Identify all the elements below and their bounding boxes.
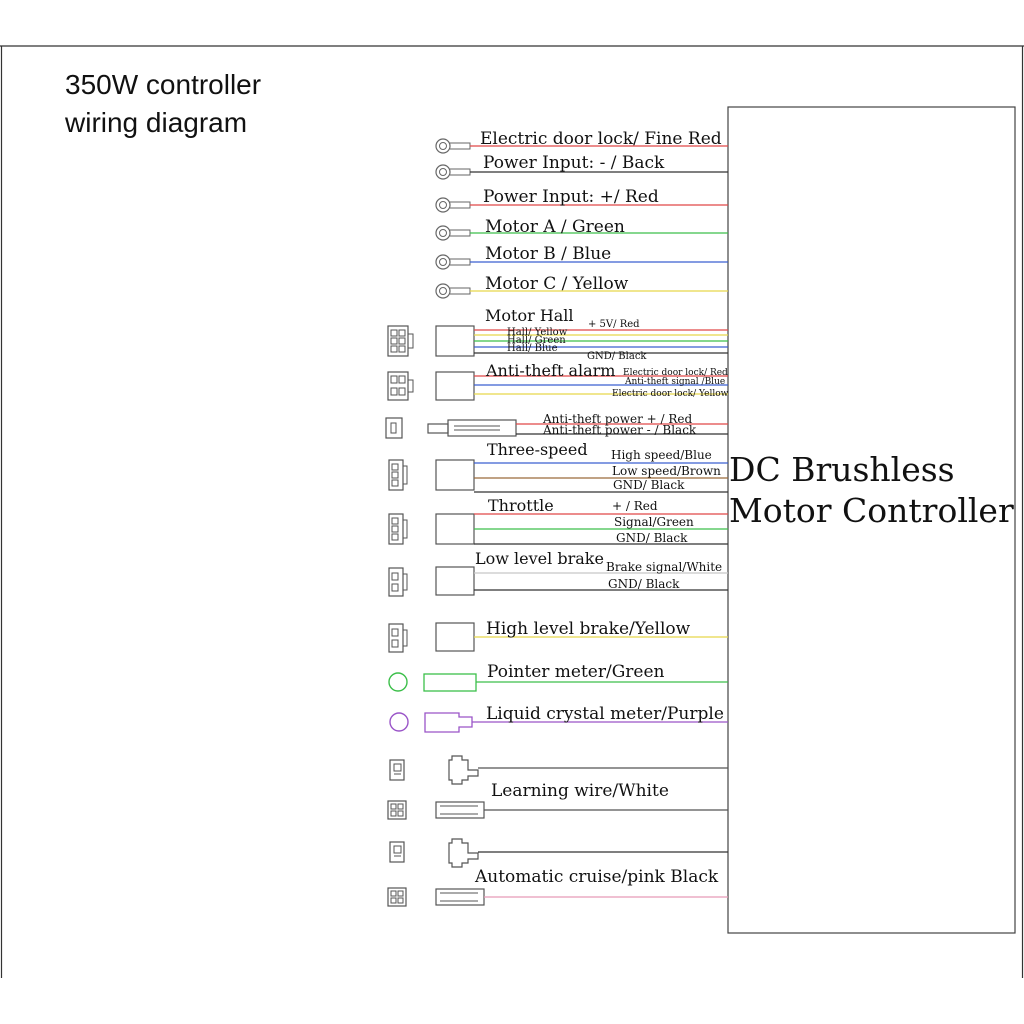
cruise-female-connector-icon xyxy=(388,888,406,906)
high-brake-label: High level brake/Yellow xyxy=(486,619,691,639)
motor-hall-connector-icon xyxy=(388,326,413,356)
three-speed-connector-icon xyxy=(389,460,407,490)
auto-cruise-label: Automatic cruise/pink Black xyxy=(475,867,719,887)
motor-hall-wire-gnd: GND/ Black xyxy=(587,351,647,362)
power-positive-wire xyxy=(436,187,728,212)
high-brake-connector-icon xyxy=(389,624,407,652)
lcd-meter-label: Liquid crystal meter/Purple xyxy=(486,704,724,724)
cruise-male-connector-icon xyxy=(390,842,404,862)
anti-theft-power-group xyxy=(386,412,728,438)
throttle-wire-pos: + / Red xyxy=(612,499,658,513)
high-brake-group xyxy=(389,619,728,652)
auto-cruise-group xyxy=(388,839,728,906)
anti-theft-power-connector-icon xyxy=(386,418,402,438)
motor-hall-wire-5v: + 5V/ Red xyxy=(588,319,640,330)
power-negative-label: Power Input: - / Back xyxy=(483,153,665,173)
three-speed-wire-high: High speed/Blue xyxy=(611,448,712,462)
motor-hall-wire-blue: Hall/ Blue xyxy=(507,343,558,354)
cruise-plug-icon xyxy=(449,839,478,867)
pointer-meter-icon xyxy=(389,673,407,691)
low-brake-wire-gnd: GND/ Black xyxy=(608,577,680,591)
motor-c-label: Motor C / Yellow xyxy=(485,274,629,294)
learning-female-connector-icon xyxy=(388,801,406,819)
anti-theft-power-neg-label: Anti-theft power - / Black xyxy=(543,423,697,437)
three-speed-wire-gnd: GND/ Black xyxy=(613,478,685,492)
title-line-2: wiring diagram xyxy=(65,107,248,138)
door-lock-label: Electric door lock/ Fine Red xyxy=(480,129,722,149)
three-speed-label: Three-speed xyxy=(487,440,588,459)
pointer-meter-group xyxy=(389,662,728,691)
title-line-1: 350W controller xyxy=(65,69,262,100)
motor-a-label: Motor A / Green xyxy=(485,217,625,237)
motor-b-wire xyxy=(436,244,728,269)
motor-hall-group xyxy=(388,306,728,362)
controller-title-line-2: Motor Controller xyxy=(729,491,1014,530)
lcd-meter-group xyxy=(390,704,728,732)
low-brake-group xyxy=(389,549,728,596)
three-speed-wire-low: Low speed/Brown xyxy=(612,464,721,478)
throttle-connector-icon xyxy=(389,514,407,544)
anti-theft-connector-icon xyxy=(388,372,413,400)
lcd-meter-icon xyxy=(390,713,408,731)
motor-b-label: Motor B / Blue xyxy=(485,244,612,264)
motor-hall-wire-green: Hall/ Green xyxy=(507,335,566,346)
learning-wire-group xyxy=(388,756,728,819)
motor-a-wire xyxy=(436,217,728,240)
low-brake-wire-signal: Brake signal/White xyxy=(606,560,723,574)
motor-c-wire xyxy=(436,274,728,298)
throttle-label: Throttle xyxy=(488,496,554,515)
anti-theft-wire-door-red: Electric door lock/ Red xyxy=(623,368,728,378)
throttle-wire-gnd: GND/ Black xyxy=(616,531,688,545)
learning-male-connector-icon xyxy=(390,760,404,780)
throttle-group xyxy=(389,496,728,545)
motor-hall-wire-yellow: Hall/ Yellow xyxy=(507,327,568,338)
anti-theft-power-pos-label: Anti-theft power + / Red xyxy=(543,412,693,426)
pointer-meter-label: Pointer meter/Green xyxy=(487,662,665,682)
learning-wire-label: Learning wire/White xyxy=(491,781,669,801)
motor-hall-label: Motor Hall xyxy=(485,306,574,325)
low-brake-connector-icon xyxy=(389,568,407,596)
controller-title-line-1: DC Brushless xyxy=(729,450,955,489)
anti-theft-alarm-label: Anti-theft alarm xyxy=(486,361,616,380)
anti-theft-alarm-group xyxy=(388,361,729,400)
power-negative-wire xyxy=(436,153,728,179)
anti-theft-wire-signal-blue: Anti-theft signal /Blue xyxy=(625,377,726,387)
throttle-wire-signal: Signal/Green xyxy=(614,515,694,529)
power-positive-label: Power Input: +/ Red xyxy=(483,187,659,207)
three-speed-group xyxy=(389,440,728,492)
low-brake-label: Low level brake xyxy=(475,549,604,568)
learning-plug-icon xyxy=(449,756,478,784)
anti-theft-wire-door-yellow: Electric door lock/ Yellow xyxy=(612,389,729,399)
door-lock-wire xyxy=(436,129,728,153)
